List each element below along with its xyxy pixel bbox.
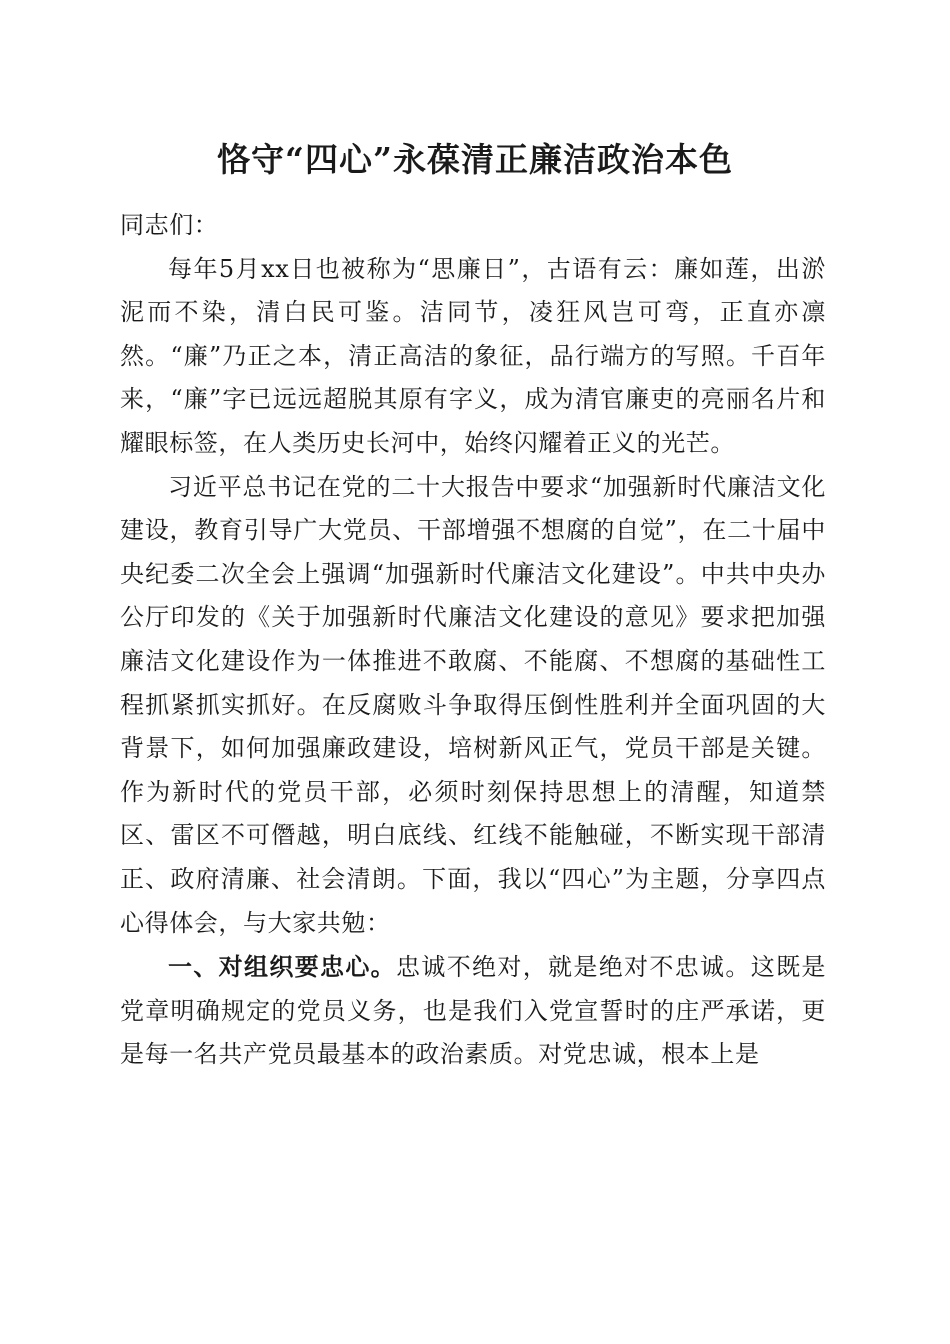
document-body xyxy=(120,204,826,1077)
salutation: 同志们： xyxy=(120,211,219,239)
section-one-heading: 一、对组织要忠心。 xyxy=(168,952,397,982)
paragraph-intro: 每年5月xx日也被称为“思廉日”，古语有云：廉如莲，出淤泥而不染，清白民可鉴。洁同节，凌狂风岂可弯，正直亦凛然。“廉”乃正之本，清正高洁的象征，品行端方的写照。千百年来，“廉”字已远远超脱其原有字义，成为清官廉吏的亮丽名片和耀眼标签，在人类历史长河中，始终闪耀着正义的光芒。 xyxy=(120,254,826,457)
section-one-text: 忠诚不绝对，就是绝对不忠诚。这既是党章明确规定的党员义务，也是我们入党宣誓时的庄严承诺，更是每一名共产党员最基本的政治素质。对党忠诚，根本上是 xyxy=(120,953,826,1069)
section-one-paragraph xyxy=(120,945,826,1077)
paragraph-background: 习近平总书记在党的二十大报告中要求“加强新时代廉洁文化建设，教育引导广大党员、干部增强不想腐的自觉”，在二十届中央纪委二次全会上强调“加强新时代廉洁文化建设”。中共中央办公厅印发的《关于加强新时代廉洁文化建设的意见》要求把加强廉洁文化建设作为一体推进不敢腐、不能腐、不想腐的基础性工程抓紧抓实抓好。在反腐败斗争取得压倒性胜利并全面巩固的大背景下，如何加强廉政建设，培树新风正气，党员干部是关键。作为新时代的党员干部，必须时刻保持思想上的清醒，知道禁区、雷区不可僭越，明白底线、红线不能触碰，不断实现干部清正、政府清廉、社会清朗。下面，我以“四心”为主题，分享四点心得体会，与大家共勉： xyxy=(120,472,826,937)
document-title: 恪守“四心”永葆清正廉洁政治本色 xyxy=(217,140,733,179)
